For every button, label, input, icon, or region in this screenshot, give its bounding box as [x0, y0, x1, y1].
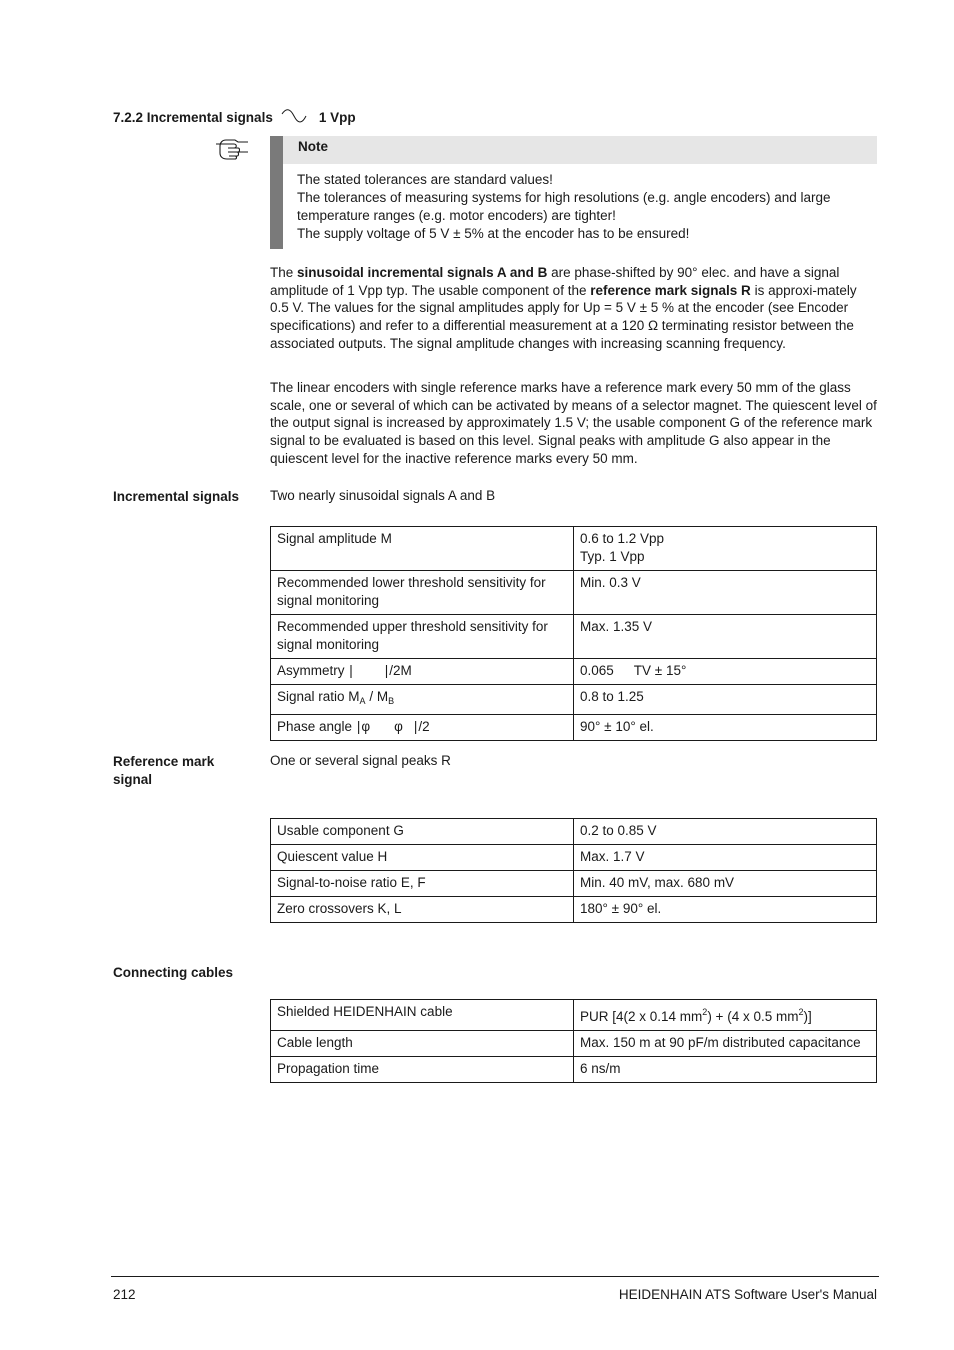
- table-cell-key: Recommended lower threshold sensitivity for signal monitoring: [271, 571, 574, 615]
- paragraph-reference-marks: The linear encoders with single reference marks have a reference mark every 50 mm of the glass scale, one or several of which can be activated by means of a selector magnet. The quiescent level of the output signal is increased by approximately 1.5 V; the usable component G of the reference mark signal to be evaluated is based on this level. Signal peaks with amplitude G also appear in the quiescent level for the inactive reference marks every 50 mm.: [270, 380, 877, 466]
- table-cell-value: 6 ns/m: [574, 1057, 877, 1083]
- table-cell-value: 0.065 TV ± 15°: [574, 659, 877, 685]
- table-cell-value: 0.8 to 1.25: [574, 685, 877, 715]
- pointing-hand-icon: [214, 136, 250, 167]
- footer-divider: [111, 1276, 879, 1277]
- note-header: [283, 136, 877, 164]
- table-cell-value: 0.2 to 0.85 V: [574, 819, 877, 845]
- table-row: [271, 685, 877, 715]
- connecting-cables-table: [270, 999, 877, 1083]
- heading-suffix: 1 Vpp: [318, 110, 356, 125]
- note-body: [297, 171, 875, 243]
- table-cell-key: Usable component G: [271, 819, 574, 845]
- table-row: [271, 1000, 877, 1031]
- table-cell-key: Phase angle |φ φ |/2: [271, 715, 574, 741]
- table-row: [271, 659, 877, 685]
- table-cell-value: 180° ± 90° el.: [574, 897, 877, 923]
- note-line: The supply voltage of 5 V ± 5% at the encoder has to be ensured!: [297, 226, 690, 241]
- table-row: [271, 527, 877, 571]
- heading-title: 7.2.2 Incremental signals: [113, 110, 273, 125]
- table-cell-value: PUR [4(2 x 0.14 $mm^2) + (4$ x 0.5 $mm^2$)]: [574, 1000, 877, 1031]
- note-line: The tolerances of measuring systems for high resolutions (e.g. angle encoders) and large temperature ranges (e.g. motor encoders) are tighter!: [297, 190, 831, 223]
- table-cell-key: Shielded HEIDENHAIN cable: [271, 1000, 574, 1031]
- table-cell-key: Signal ratio $M_A / M_B$: [271, 685, 574, 715]
- table-row: [271, 571, 877, 615]
- page-number: 212: [113, 1287, 136, 1302]
- sine-wave-icon: [281, 109, 307, 126]
- section-heading: [113, 109, 356, 126]
- table-cell-key: Propagation time: [271, 1057, 574, 1083]
- note-title: Note: [298, 139, 328, 154]
- table-cell-value: 90° ± 10° el.: [574, 715, 877, 741]
- table-cell-value: Max. 150 m at 90 pF/m distributed capacitance: [574, 1031, 877, 1057]
- table-row: [271, 819, 877, 845]
- incremental-signals-label: Incremental signals: [113, 489, 240, 504]
- note-line: The stated tolerances are standard values!: [297, 172, 553, 187]
- reference-mark-intro: One or several signal peaks R: [270, 753, 451, 768]
- table-cell-value: Max. 1.7 V: [574, 845, 877, 871]
- table-cell-key: Signal-to-noise ratio E, F: [271, 871, 574, 897]
- table-row: [271, 871, 877, 897]
- table-row: [271, 1057, 877, 1083]
- table-cell-key: Cable length: [271, 1031, 574, 1057]
- table-row: [271, 1031, 877, 1057]
- table-row: [271, 715, 877, 741]
- table-cell-value: Min. 0.3 V: [574, 571, 877, 615]
- incremental-signals-table: [270, 526, 877, 741]
- table-row: [271, 897, 877, 923]
- table-row: [271, 845, 877, 871]
- reference-mark-table: [270, 818, 877, 923]
- table-cell-key: Quiescent value H: [271, 845, 574, 871]
- table-cell-value: Max. 1.35 V: [574, 615, 877, 659]
- incremental-signals-intro: Two nearly sinusoidal signals A and B: [270, 488, 496, 503]
- table-cell-key: Asymmetry | |/2M: [271, 659, 574, 685]
- table-cell-value: 0.6 to 1.2 Vpp Typ. 1 Vpp: [574, 527, 877, 571]
- table-row: [271, 615, 877, 659]
- paragraph-signals: The sinusoidal incremental signals A and B are phase-shifted by 90° elec. and have a signal amplitude of 1 Vpp typ. The usable component of the reference mark signals R is approxi-mately 0.5 V. The values for the signal amplitudes apply for Up = 5 V ± 5 % at the encoder (see Encoder specifications) and refer to a differential measurement at a 120 Ω terminating resistor between the associated outputs. The signal amplitude changes with increasing scanning frequency.: [270, 265, 857, 351]
- table-cell-key: Recommended upper threshold sensitivity for signal monitoring: [271, 615, 574, 659]
- note-bar: [270, 136, 283, 249]
- connecting-cables-label: Connecting cables: [113, 965, 234, 980]
- table-cell-key: Signal amplitude M: [271, 527, 574, 571]
- table-cell-key: Zero crossovers K, L: [271, 897, 574, 923]
- reference-mark-label: Reference mark signal: [113, 754, 215, 787]
- table-cell-value: Min. 40 mV, max. 680 mV: [574, 871, 877, 897]
- footer-title: HEIDENHAIN ATS Software User's Manual: [618, 1287, 877, 1302]
